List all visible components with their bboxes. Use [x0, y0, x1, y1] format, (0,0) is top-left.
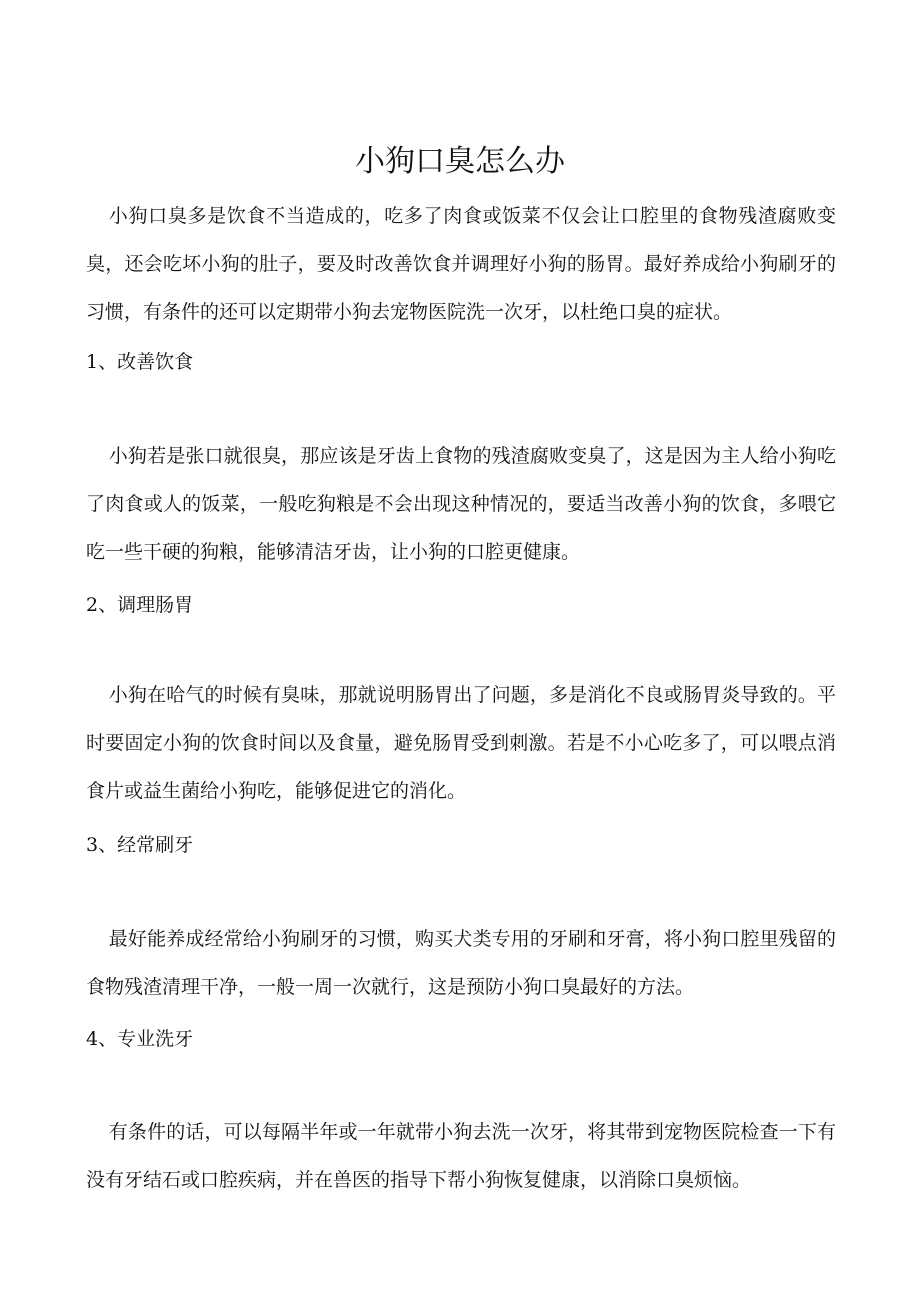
section-heading-brushing: 3、经常刷牙	[86, 834, 194, 856]
section-heading-diet: 1、改善饮食	[86, 351, 194, 373]
section-body-brushing: 最好能养成经常给小狗刷牙的习惯，购买犬类专用的牙刷和牙膏，将小狗口腔里残留的食物残渣清理干净，一般一周一次就行，这是预防小狗口臭最好的方法。	[86, 928, 836, 998]
section-body-diet: 小狗若是张口就很臭，那应该是牙齿上食物的残渣腐败变臭了，这是因为主人给小狗吃了肉食或人的饭菜，一般吃狗粮是不会出现这种情况的，要适当改善小狗的饮食，多喂它吃一些干硬的狗粮，能够清洁牙齿，让小狗的口腔更健康。	[86, 445, 836, 563]
section-heading-cleaning: 4、专业洗牙	[86, 1028, 194, 1050]
page-title: 小狗口臭怎么办	[355, 144, 565, 179]
section-body-stomach: 小狗在哈气的时候有臭味，那就说明肠胃出了问题，多是消化不良或肠胃炎导致的。平时要固定小狗的饮食时间以及食量，避免肠胃受到刺激。若是不小心吃多了，可以喂点消食片或益生菌给小狗吃，能够促进它的消化。	[86, 684, 836, 802]
section-body-cleaning: 有条件的话，可以每隔半年或一年就带小狗去洗一次牙，将其带到宠物医院检查一下有没有牙结石或口腔疾病，并在兽医的指导下帮小狗恢复健康，以消除口臭烦恼。	[86, 1121, 836, 1191]
intro-paragraph: 小狗口臭多是饮食不当造成的，吃多了肉食或饭菜不仅会让口腔里的食物残渣腐败变臭，还会吃坏小狗的肚子，要及时改善饮食并调理好小狗的肠胃。最好养成给小狗刷牙的习惯，有条件的还可以定期带小狗去宠物医院洗一次牙，以杜绝口臭的症状。	[86, 205, 836, 323]
section-heading-stomach: 2、调理肠胃	[86, 594, 194, 616]
